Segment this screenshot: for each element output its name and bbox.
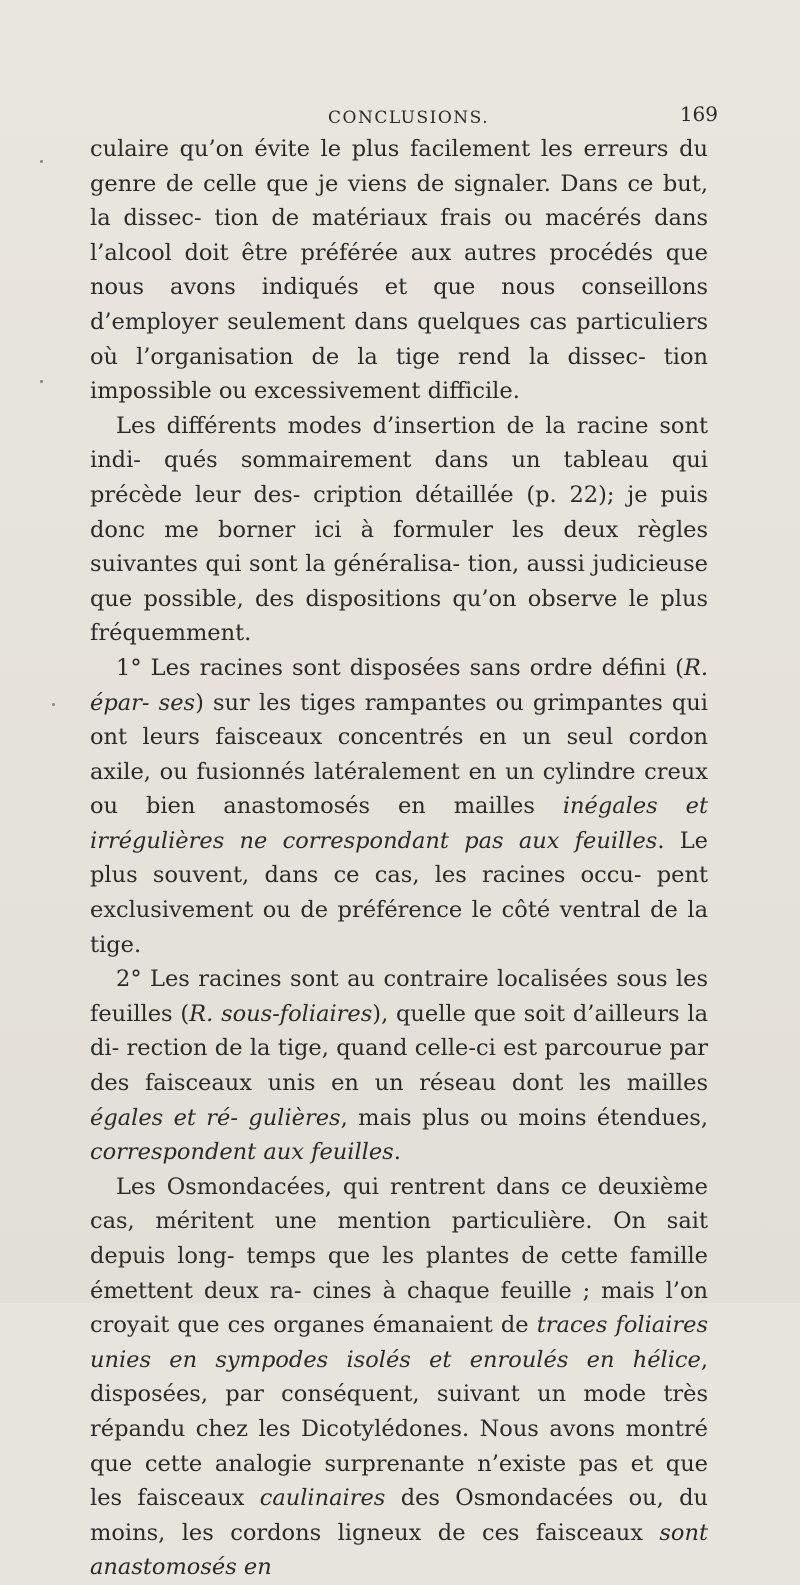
- page-number: 169: [679, 102, 718, 126]
- text-run: Les différents modes d’insertion de la racine sont indi- qués sommairement dans un tableau qui précède leur des- cription détaillée (p. 22); je puis donc me borner ici à formuler les deux règles suivantes qui sont la généralisa- tion, aussi judicieuse que possible, des dispositions qu’on observe le plus fréquemment.: [90, 412, 708, 647]
- paragraph: [90, 651, 708, 962]
- paragraph: [90, 409, 708, 651]
- italic-text: caulinaires: [259, 1485, 386, 1512]
- text-run: 1° Les racines sont disposées sans ordre défini (: [116, 654, 684, 681]
- text-run: Les Osmondacées, qui rentrent dans ce deuxième cas, méritent une mention particulière. On sait depuis long- temps que les plantes de cette famille émettent deux ra- cines à chaque feuille ; mais l’on croyait que ces organes émanaient de: [90, 1173, 708, 1339]
- body-text: [90, 132, 708, 1585]
- italic-text: R. sous-foliaires: [189, 1000, 373, 1027]
- margin-speck: [52, 703, 55, 706]
- text-run: 2° Les racines sont au contraire localisées sous les feuilles (: [90, 966, 708, 1027]
- text-run: .: [393, 1139, 401, 1166]
- text-run: , mais plus ou moins étendues,: [340, 1104, 708, 1131]
- margin-speck: [40, 380, 43, 383]
- paragraph: [90, 962, 708, 1170]
- italic-text: égales et ré- gulières: [90, 1104, 341, 1131]
- paragraph: [90, 1170, 708, 1585]
- text-run: . Le plus souvent, dans ce cas, les racines occu- pent exclusivement ou de préférence le côté ventral de la tige.: [90, 827, 709, 958]
- text-run: , disposées, par conséquent, suivant un mode très répandu chez les Dicotylédones. Nous avons montré que cette analogie surprenante n’existe pas et que les faisceaux: [90, 1346, 708, 1512]
- text-run: ), quelle que soit d’ailleurs la di- rection de la tige, quand celle-ci est parcourue par des faisceaux unis en un réseau dont les mailles: [90, 1000, 708, 1097]
- italic-text: correspondent aux feuilles: [90, 1139, 394, 1166]
- italic-text: traces foliaires unies en sympodes isolés et enroulés en hélice: [90, 1312, 708, 1373]
- paragraph: [90, 132, 708, 409]
- italic-text: R. épar- ses: [90, 654, 708, 716]
- text-run: des Osmondacées ou, du moins, les cordons ligneux de ces faisceaux: [90, 1485, 709, 1546]
- text-run: ) sur les tiges rampantes ou grimpantes qui ont leurs faisceaux concentrés en un seul cordon axile, ou fusionnés latéralement en un cylindre creux ou bien anastomosés en mailles: [90, 689, 708, 820]
- page-header: [90, 100, 718, 134]
- italic-text: sont anastomosés en: [90, 1519, 708, 1581]
- text-run: culaire qu’on évite le plus facilement les erreurs du genre de celle que je viens de signaler. Dans ce but, la dissec- tion de matériaux frais ou macérés dans l’alcool doit être préférée aux autres procédés que nous avons indiqués et que nous conseillons d’employer seulement dans quelques cas particuliers où l’organisation de la tige rend la dissec- tion impossible ou excessivement difficile.: [90, 136, 708, 405]
- running-title: CONCLUSIONS.: [328, 108, 490, 128]
- margin-speck: [40, 160, 43, 163]
- italic-text: inégales et irrégulières ne correspondant pas aux feuilles: [90, 793, 708, 854]
